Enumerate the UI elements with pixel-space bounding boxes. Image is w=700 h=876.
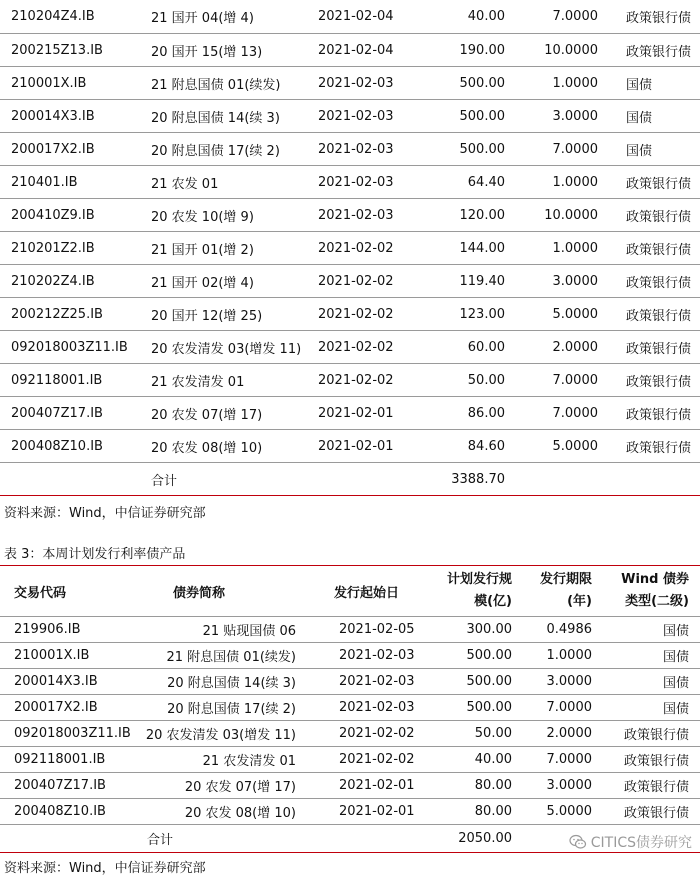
cell-code: 210202Z4.IB: [0, 265, 143, 298]
planned-bonds-table: [0, 565, 700, 853]
cell-term: 1.0000: [520, 643, 600, 669]
cell-date: 2021-02-02: [308, 331, 418, 364]
table-row: [0, 133, 700, 166]
cell-code: 210201Z2.IB: [0, 232, 143, 265]
total-row: [0, 463, 700, 496]
cell-type: 国债: [600, 617, 700, 643]
cell-size: 300.00: [422, 617, 520, 643]
cell-term: 5.0000: [511, 430, 608, 463]
cell-size: 50.00: [418, 364, 511, 397]
cell-date: 2021-02-03: [308, 67, 418, 100]
cell-size: 120.00: [418, 199, 511, 232]
cell-size: 64.40: [418, 166, 511, 199]
empty-cell: [0, 825, 133, 853]
cell-code: 200017X2.IB: [0, 133, 143, 166]
cell-name: 20 国开 12(增 25): [143, 298, 308, 331]
cell-date: 2021-02-02: [306, 747, 422, 773]
cell-date: 2021-02-03: [308, 133, 418, 166]
cell-type: 国债: [600, 669, 700, 695]
cell-name: 20 农发清发 03(增发 11): [133, 721, 306, 747]
table-row: [0, 0, 700, 34]
header-name: 债券简称: [133, 566, 306, 617]
table-row: [0, 721, 700, 747]
table-row: [0, 799, 700, 825]
cell-code: 200017X2.IB: [0, 695, 133, 721]
table-header-row: [0, 566, 700, 617]
cell-name: 20 农发 07(增 17): [133, 773, 306, 799]
header-type: [600, 566, 700, 617]
cell-type: 政策银行债: [608, 232, 700, 265]
cell-date: 2021-02-05: [306, 617, 422, 643]
cell-code: 200215Z13.IB: [0, 34, 143, 67]
cell-name: 21 国开 01(增 2): [143, 232, 308, 265]
table-row: [0, 265, 700, 298]
table-row: [0, 643, 700, 669]
cell-code: 092118001.IB: [0, 364, 143, 397]
empty-cell: [608, 463, 700, 496]
cell-name: 20 农发 08(增 10): [143, 430, 308, 463]
cell-name: 20 附息国债 14(续 3): [143, 100, 308, 133]
table-title: 表 3：本周计划发行利率债产品: [4, 547, 186, 562]
cell-size: 500.00: [422, 643, 520, 669]
total-label: 合计: [143, 463, 308, 496]
table-row: [0, 67, 700, 100]
cell-type: 政策银行债: [608, 397, 700, 430]
cell-code: 200212Z25.IB: [0, 298, 143, 331]
cell-date: 2021-02-01: [308, 430, 418, 463]
cell-size: 123.00: [418, 298, 511, 331]
cell-term: 0.4986: [520, 617, 600, 643]
cell-name: 21 农发清发 01: [133, 747, 306, 773]
cell-name: 21 附息国债 01(续发): [133, 643, 306, 669]
cell-name: 21 附息国债 01(续发): [143, 67, 308, 100]
cell-code: 200408Z10.IB: [0, 799, 133, 825]
cell-term: 10.0000: [511, 199, 608, 232]
cell-term: 3.0000: [511, 100, 608, 133]
cell-name: 20 附息国债 17(续 2): [133, 695, 306, 721]
cell-term: 10.0000: [511, 34, 608, 67]
cell-term: 1.0000: [511, 166, 608, 199]
cell-code: 200407Z17.IB: [0, 773, 133, 799]
empty-cell: [308, 463, 418, 496]
cell-size: 40.00: [422, 747, 520, 773]
cell-type: 政策银行债: [608, 298, 700, 331]
empty-cell: [0, 463, 143, 496]
cell-type: 政策银行债: [608, 34, 700, 67]
cell-code: 200014X3.IB: [0, 100, 143, 133]
cell-size: 80.00: [422, 773, 520, 799]
cell-type: 政策银行债: [600, 773, 700, 799]
cell-code: 200408Z10.IB: [0, 430, 143, 463]
table-row: [0, 669, 700, 695]
table-row: [0, 100, 700, 133]
table-row: [0, 773, 700, 799]
table-row: [0, 298, 700, 331]
source-note: 资料来源：Wind，中信证券研究部: [4, 506, 206, 521]
cell-code: 092018003Z11.IB: [0, 331, 143, 364]
header-type-line1: Wind 债券: [621, 572, 689, 587]
cell-date: 2021-02-02: [308, 265, 418, 298]
table-row: [0, 232, 700, 265]
cell-term: 7.0000: [520, 695, 600, 721]
cell-size: 500.00: [418, 133, 511, 166]
cell-term: 3.0000: [511, 265, 608, 298]
header-term: [520, 566, 600, 617]
source-note: 资料来源：Wind，中信证券研究部: [4, 861, 206, 876]
table-row: [0, 331, 700, 364]
cell-code: 200410Z9.IB: [0, 199, 143, 232]
cell-size: 50.00: [422, 721, 520, 747]
cell-name: 20 附息国债 17(续 2): [143, 133, 308, 166]
cell-term: 3.0000: [520, 669, 600, 695]
cell-size: 84.60: [418, 430, 511, 463]
table-row: [0, 747, 700, 773]
table-row: [0, 617, 700, 643]
cell-type: 政策银行债: [608, 430, 700, 463]
cell-term: 7.0000: [511, 364, 608, 397]
cell-date: 2021-02-03: [306, 695, 422, 721]
total-value: 2050.00: [422, 825, 520, 853]
cell-date: 2021-02-03: [308, 166, 418, 199]
cell-name: 21 国开 02(增 4): [143, 265, 308, 298]
cell-term: 7.0000: [520, 747, 600, 773]
table-row: [0, 166, 700, 199]
cell-size: 500.00: [418, 100, 511, 133]
empty-cell: [306, 825, 422, 853]
table-row: [0, 199, 700, 232]
cell-name: 20 农发 07(增 17): [143, 397, 308, 430]
cell-size: 40.00: [418, 0, 511, 34]
cell-type: 政策银行债: [608, 364, 700, 397]
cell-name: 21 农发 01: [143, 166, 308, 199]
cell-term: 1.0000: [511, 232, 608, 265]
cell-type: 政策银行债: [600, 799, 700, 825]
cell-date: 2021-02-02: [308, 232, 418, 265]
table-row: [0, 695, 700, 721]
watermark-text: CITICS债券研究: [590, 835, 692, 851]
cell-term: 7.0000: [511, 133, 608, 166]
cell-size: 119.40: [418, 265, 511, 298]
cell-term: 2.0000: [511, 331, 608, 364]
cell-date: 2021-02-03: [308, 100, 418, 133]
cell-name: 20 国开 15(增 13): [143, 34, 308, 67]
cell-code: 200407Z17.IB: [0, 397, 143, 430]
cell-name: 20 农发 10(增 9): [143, 199, 308, 232]
cell-date: 2021-02-03: [306, 669, 422, 695]
cell-term: 3.0000: [520, 773, 600, 799]
watermark: [569, 832, 692, 852]
cell-size: 80.00: [422, 799, 520, 825]
cell-code: 092118001.IB: [0, 747, 133, 773]
cell-date: 2021-02-03: [306, 643, 422, 669]
cell-size: 190.00: [418, 34, 511, 67]
cell-date: 2021-02-04: [308, 34, 418, 67]
cell-name: 21 农发清发 01: [143, 364, 308, 397]
cell-code: 219906.IB: [0, 617, 133, 643]
cell-type: 国债: [608, 100, 700, 133]
cell-code: 092018003Z11.IB: [0, 721, 133, 747]
table-row: [0, 364, 700, 397]
cell-name: 21 贴现国债 06: [133, 617, 306, 643]
cell-size: 500.00: [422, 669, 520, 695]
cell-size: 144.00: [418, 232, 511, 265]
cell-size: 500.00: [418, 67, 511, 100]
cell-type: 政策银行债: [608, 166, 700, 199]
cell-type: 政策银行债: [608, 331, 700, 364]
cell-date: 2021-02-02: [308, 298, 418, 331]
cell-size: 86.00: [418, 397, 511, 430]
cell-name: 21 国开 04(增 4): [143, 0, 308, 34]
header-date: 发行起始日: [306, 566, 422, 617]
cell-date: 2021-02-03: [308, 199, 418, 232]
cell-term: 1.0000: [511, 67, 608, 100]
cell-term: 5.0000: [520, 799, 600, 825]
cell-date: 2021-02-01: [308, 397, 418, 430]
cell-term: 7.0000: [511, 0, 608, 34]
cell-type: 国债: [608, 67, 700, 100]
cell-date: 2021-02-01: [306, 799, 422, 825]
cell-date: 2021-02-02: [306, 721, 422, 747]
cell-term: 7.0000: [511, 397, 608, 430]
cell-type: 政策银行债: [608, 0, 700, 34]
header-code: 交易代码: [0, 566, 133, 617]
cell-code: 210001X.IB: [0, 67, 143, 100]
cell-type: 政策银行债: [600, 747, 700, 773]
cell-code: 210001X.IB: [0, 643, 133, 669]
header-size: [422, 566, 520, 617]
cell-code: 210204Z4.IB: [0, 0, 143, 34]
cell-date: 2021-02-04: [308, 0, 418, 34]
table-row: [0, 34, 700, 67]
header-size-line2: 模(亿): [474, 594, 512, 609]
cell-type: 国债: [600, 643, 700, 669]
cell-code: 200014X3.IB: [0, 669, 133, 695]
cell-name: 20 附息国债 14(续 3): [133, 669, 306, 695]
empty-cell: [511, 463, 608, 496]
cell-type: 国债: [600, 695, 700, 721]
cell-type: 政策银行债: [600, 721, 700, 747]
cell-code: 210401.IB: [0, 166, 143, 199]
cell-type: 政策银行债: [608, 265, 700, 298]
cell-type: 国债: [608, 133, 700, 166]
cell-name: 20 农发 08(增 10): [133, 799, 306, 825]
cell-date: 2021-02-01: [306, 773, 422, 799]
table-row: [0, 397, 700, 430]
cell-term: 5.0000: [511, 298, 608, 331]
table-row: [0, 430, 700, 463]
cell-name: 20 农发清发 03(增发 11): [143, 331, 308, 364]
header-term-line2: (年): [567, 594, 592, 609]
wechat-icon: [569, 834, 587, 850]
cell-size: 60.00: [418, 331, 511, 364]
cell-type: 政策银行债: [608, 199, 700, 232]
cell-date: 2021-02-02: [308, 364, 418, 397]
header-term-line1: 发行期限: [539, 572, 592, 587]
header-size-line1: 计划发行规: [446, 572, 512, 587]
total-value: 3388.70: [418, 463, 511, 496]
header-type-line2: 类型(二级): [625, 594, 689, 609]
total-label: 合计: [133, 825, 306, 853]
cell-term: 2.0000: [520, 721, 600, 747]
cell-size: 500.00: [422, 695, 520, 721]
